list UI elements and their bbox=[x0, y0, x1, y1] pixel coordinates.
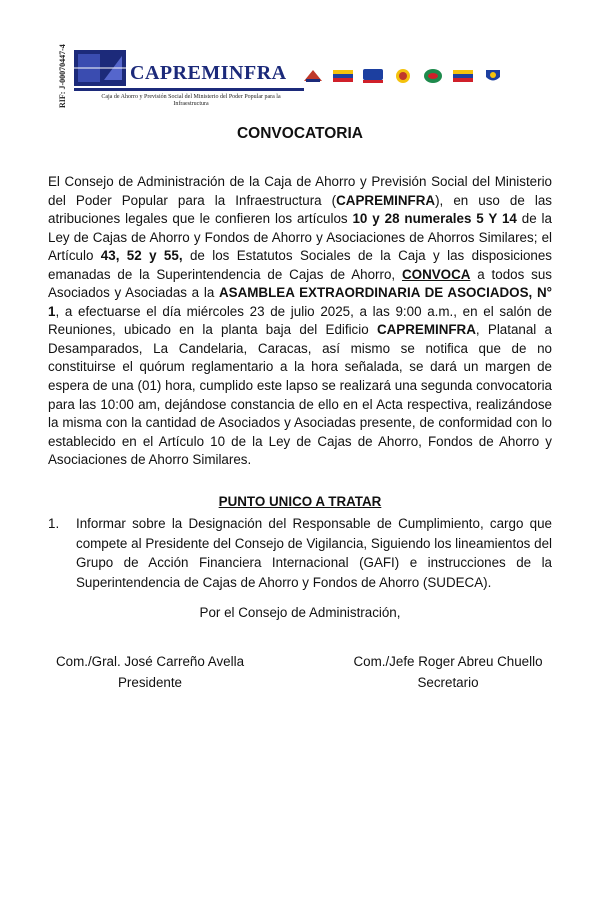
intt-logo-icon bbox=[362, 68, 384, 84]
bold-building: CAPREMINFRA bbox=[376, 322, 476, 338]
bold-articles: 10 y 28 numerales 5 Y 14 bbox=[352, 211, 517, 227]
signature-role: Secretario bbox=[417, 675, 479, 690]
emblem-4-icon bbox=[482, 68, 504, 84]
logo-rule bbox=[74, 88, 304, 91]
bold-capreminfra: CAPREMINFRA bbox=[336, 192, 436, 208]
flag-2-icon bbox=[452, 68, 474, 84]
convocation-paragraph: El Consejo de Administración de la Caja de Ahorro y Previsión Social del Ministerio del Poder Popular para la Infraestructura (CAPREMINFRA), en uso de las atribuciones legales que le confieren los artículos 10 y 28 numerales 5 Y 14 de la Ley de Cajas de Ahorro y Fondos de Ahorro y Asociaciones de Ahorros Similares; el Artículo 43, 52 y 55, de los Estatutos Sociales de la Caja y las disposiciones emanadas de la Superintendencia de Cajas de Ahorro, CONVOCA a todos sus Asociados y Asociadas a la ASAMBLEA EXTRAORDINARIA DE ASOCIADOS, N° 1, a efectuarse el día miércoles 23 de julio 2025, a las 9:00 a.m., en el salón de Reuniones, ubicado en la planta baja del Edificio CAPREMINFRA, Platanal a Desamparados, La Candelaria, Caracas, así mismo se notifica que de no constituirse el quórum reglamentario a la hora señalada, se dará un margen de espera de una (01) hora, cumplido este lapso se realizará una segunda convocatoria para las 10:00 am, dejándose constancia de ello en el Acta respectiva, realizándose la misma con la cantidad de Asociados y Asociadas presente, de conformidad con lo establecido en el Artículo 10 de la Ley de Cajas de Ahorro, Fondos de Ahorro y Asociaciones de Ahorro Similares. bbox=[48, 174, 553, 468]
flag-1-icon bbox=[332, 68, 354, 84]
closing-line: Por el Consejo de Administración, bbox=[199, 605, 401, 620]
list-item-text: Informar sobre la Designación del Responsable de Cumplimiento, cargo que compete al Presidente del Consejo de Vigilancia, Siguiendo los lineamientos del Grupo de Acción Financiera Internacional (GAFI) e instrucciones de la Superintendencia de Cajas de Ahorro y Fondos de Ahorro (SUDECA). bbox=[76, 516, 552, 590]
logo-subtitle: Caja de Ahorro y Previsión Social del Ministerio del Poder Popular para la Infraestructura bbox=[101, 94, 281, 107]
list-item-number: 1. bbox=[48, 516, 60, 531]
partner-logos bbox=[302, 68, 504, 84]
document-title: CONVOCATORIA bbox=[236, 125, 363, 142]
emblem-1-icon bbox=[302, 68, 324, 84]
section-heading: PUNTO UNICO A TRATAR bbox=[218, 494, 382, 509]
bold-statute-articles: 43, 52 y 55, bbox=[100, 248, 183, 264]
bold-convoca: CONVOCA bbox=[401, 266, 471, 282]
emblem-3-icon bbox=[422, 68, 444, 84]
signature-secretary bbox=[328, 651, 568, 693]
logo-name: CAPREMINFRA bbox=[130, 62, 287, 84]
signature-role: Presidente bbox=[117, 675, 183, 690]
capreminfra-logo bbox=[74, 44, 294, 114]
bold-assembly: ASAMBLEA EXTRAORDINARIA DE ASOCIADOS, N° 1 bbox=[48, 285, 552, 319]
signature-name: Com./Gral. José Carreño Avella bbox=[55, 654, 245, 669]
signature-name: Com./Jefe Roger Abreu Chuello bbox=[353, 654, 543, 669]
signature-president bbox=[30, 651, 270, 693]
logo-mark-icon bbox=[74, 50, 126, 86]
letterhead bbox=[56, 40, 556, 118]
emblem-2-icon bbox=[392, 68, 414, 84]
rif-number: RIF: J-00070447-4 bbox=[58, 44, 67, 108]
